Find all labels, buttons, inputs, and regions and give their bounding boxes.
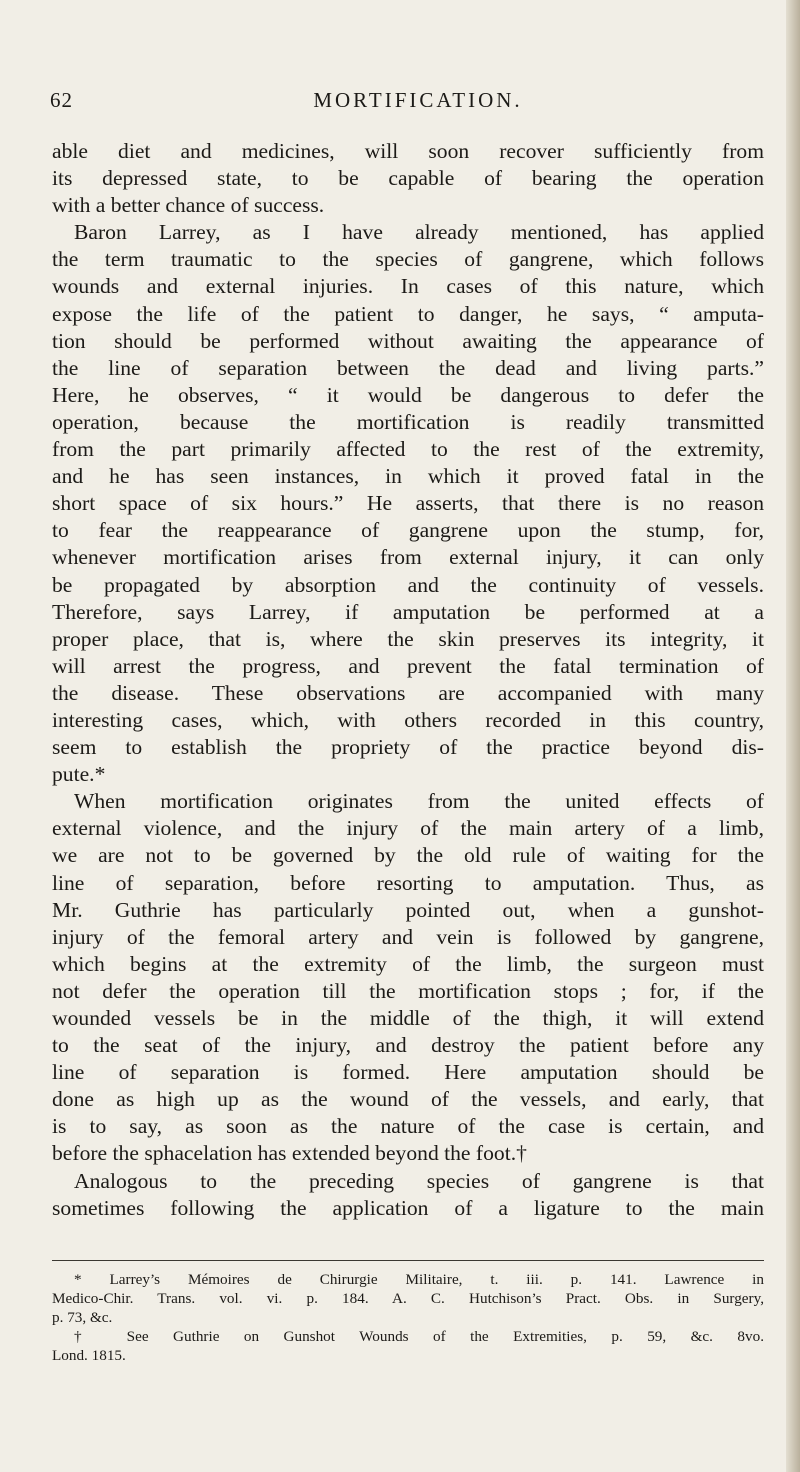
text-line: before the sphacelation has extended beyond the foot.† bbox=[52, 1141, 527, 1166]
text-line: Here, he observes, “ it would be dangerous to defer the bbox=[52, 382, 764, 407]
text-line: external violence, and the injury of the main artery of a limb, bbox=[52, 816, 764, 841]
text-line: tion should be performed without awaiting the appearance of bbox=[52, 328, 764, 353]
text-line: not defer the operation till the mortification stops ; for, if the bbox=[52, 978, 764, 1003]
text-line: which begins at the extremity of the limb, the surgeon must bbox=[52, 951, 764, 976]
footnote-line: * Larrey’s Mémoires de Chirurgie Militaire, t. iii. p. 141. Lawrence in bbox=[74, 1271, 764, 1288]
running-head: MORTIFICATION. bbox=[313, 88, 523, 112]
text-line: done as high up as the wound of the vessels, and early, that bbox=[52, 1087, 764, 1112]
text-line: be propagated by absorption and the continuity of vessels. bbox=[52, 572, 764, 597]
text-line: When mortification originates from the united effects of bbox=[74, 789, 764, 814]
text-line: wounds and external injuries. In cases of this nature, which bbox=[52, 274, 764, 299]
text-line: line of separation is formed. Here amputation should be bbox=[52, 1060, 764, 1085]
text-line: able diet and medicines, will soon recover sufficiently from bbox=[52, 139, 764, 163]
footnote-line: Medico-Chir. Trans. vol. vi. p. 184. A. C. Hutchison’s Pract. Obs. in Surgery, bbox=[52, 1290, 764, 1307]
text-line: the disease. These observations are accompanied with many bbox=[52, 680, 764, 705]
body-text bbox=[52, 138, 764, 1222]
footnotes bbox=[52, 1270, 764, 1365]
text-line: operation, because the mortification is readily transmitted bbox=[52, 409, 764, 434]
text-line: pute.* bbox=[52, 762, 106, 787]
page-edge-shadow bbox=[786, 0, 800, 1472]
text-line: short space of six hours.” He asserts, that there is no reason bbox=[52, 491, 764, 516]
text-line: to the seat of the injury, and destroy the patient before any bbox=[52, 1033, 764, 1058]
text-line: wounded vessels be in the middle of the thigh, it will extend bbox=[52, 1006, 764, 1030]
text-line: expose the life of the patient to danger, he says, “ amputa- bbox=[52, 301, 764, 326]
text-line: the term traumatic to the species of gangrene, which follows bbox=[52, 247, 764, 272]
text-line: its depressed state, to be capable of bearing the operation bbox=[52, 166, 764, 191]
text-line: Therefore, says Larrey, if amputation be performed at a bbox=[52, 599, 764, 624]
footnote-line: Lond. 1815. bbox=[52, 1347, 126, 1364]
text-line: Baron Larrey, as I have already mentioned, has applied bbox=[74, 220, 764, 245]
footnote-line: p. 73, &c. bbox=[52, 1309, 113, 1326]
text-line: and he has seen instances, in which it proved fatal in the bbox=[52, 464, 764, 489]
text-line: interesting cases, which, with others recorded in this country, bbox=[52, 707, 764, 732]
text-line: we are not to be governed by the old rule of waiting for the bbox=[52, 843, 764, 868]
footnote-line: † See Guthrie on Gunshot Wounds of the Extremities, p. 59, &c. 8vo. bbox=[74, 1328, 764, 1345]
text-line: Analogous to the preceding species of gangrene is that bbox=[74, 1168, 764, 1193]
text-line: is to say, as soon as the nature of the case is certain, and bbox=[52, 1114, 764, 1139]
text-line: proper place, that is, where the skin preserves its integrity, it bbox=[52, 626, 764, 651]
text-line: seem to establish the propriety of the practice beyond dis- bbox=[52, 735, 764, 760]
text-line: will arrest the progress, and prevent the fatal termination of bbox=[52, 653, 764, 678]
text-line: from the part primarily affected to the rest of the extremity, bbox=[52, 437, 764, 462]
text-line: injury of the femoral artery and vein is followed by gangrene, bbox=[52, 924, 764, 949]
text-line: to fear the reappearance of gangrene upon the stump, for, bbox=[52, 518, 764, 543]
page-header bbox=[0, 88, 800, 118]
text-line: line of separation, before resorting to amputation. Thus, as bbox=[52, 870, 764, 895]
page-number: 62 bbox=[50, 88, 73, 112]
text-line: Mr. Guthrie has particularly pointed out, when a gunshot- bbox=[52, 897, 764, 922]
text-line: sometimes following the application of a ligature to the main bbox=[52, 1195, 764, 1220]
text-line: with a better chance of success. bbox=[52, 193, 325, 218]
text-line: the line of separation between the dead and living parts.” bbox=[52, 355, 764, 380]
text-line: whenever mortification arises from external injury, it can only bbox=[52, 545, 764, 570]
footnote-rule bbox=[52, 1260, 764, 1261]
